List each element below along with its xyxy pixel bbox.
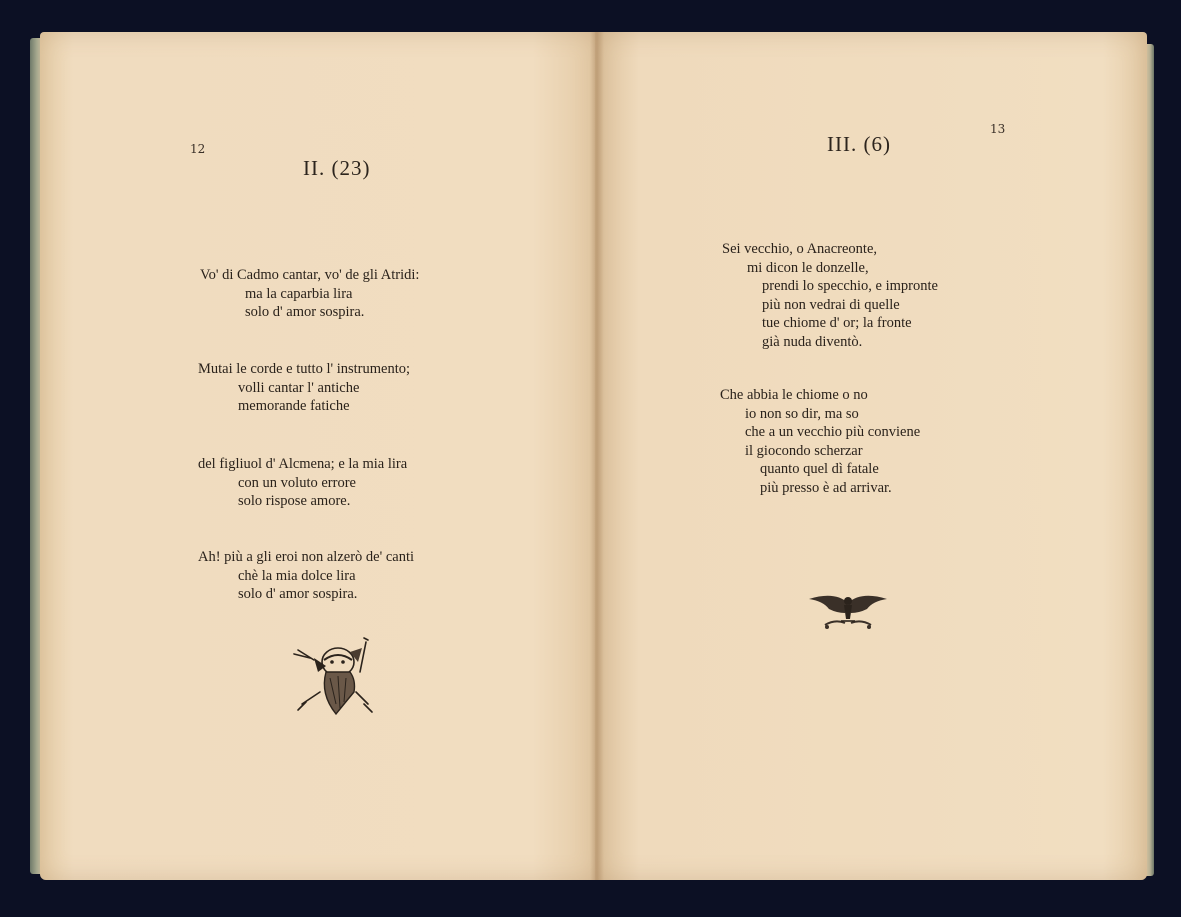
verse-line: memorande fatiche <box>238 398 350 415</box>
verse-line: volli cantar l' antiche <box>238 379 360 396</box>
bearded-figure-woodcut-icon <box>280 632 390 724</box>
verse-line: già nuda diventò. <box>762 333 863 350</box>
verse-line: ma la caparbia lira <box>245 285 353 302</box>
verse-line: Mutai le corde e tutto l' instrumento; <box>198 361 411 377</box>
verse-line: mi dicon le donzelle, <box>747 259 869 276</box>
verse-line: Vo' di Cadmo cantar, vo' de gli Atridi: <box>200 267 420 283</box>
left-stanza-2 <box>198 360 410 416</box>
verse-line: solo rispose amore. <box>238 493 351 510</box>
left-page-heading: II. (23) <box>303 156 371 180</box>
verse-line: prendi lo specchio, e impronte <box>762 278 938 295</box>
verse-line: del figliuol d' Alcmena; e la mia lira <box>198 456 408 472</box>
verse-line: Ah! più a gli eroi non alzerò de' canti <box>198 549 415 565</box>
left-stanza-3 <box>198 455 407 511</box>
verse-line: Sei vecchio, o Anacreonte, <box>722 241 878 257</box>
verse-line: tue chiome d' or; la fronte <box>762 315 912 332</box>
open-book <box>30 26 1154 886</box>
eagle-woodcut-icon <box>805 587 891 633</box>
left-page-number: 12 <box>190 142 206 156</box>
verse-line: solo d' amor sospira. <box>238 586 358 603</box>
verse-line: chè la mia dolce lira <box>238 567 356 584</box>
verse-line: quanto quel dì fatale <box>760 461 879 478</box>
right-stanza-1 <box>722 240 938 352</box>
right-page <box>595 32 1147 880</box>
right-page-number: 13 <box>990 122 1006 136</box>
right-stanza-2 <box>720 386 920 498</box>
verse-line: solo d' amor sospira. <box>245 304 365 321</box>
verse-line: con un voluto errore <box>238 474 356 491</box>
verse-line: che a un vecchio più conviene <box>745 424 921 441</box>
verse-line: Che abbia le chiome o no <box>720 387 868 403</box>
left-stanza-4 <box>198 548 414 604</box>
verse-line: io non so dir, ma so <box>745 405 859 422</box>
verse-line: il giocondo scherzar <box>745 442 863 459</box>
verse-line: più presso è ad arrivar. <box>760 479 892 496</box>
left-stanza-1 <box>200 266 419 322</box>
verse-line: più non vedrai di quelle <box>762 296 900 313</box>
right-page-heading: III. (6) <box>827 132 891 156</box>
book-gutter <box>590 32 604 880</box>
left-page <box>40 32 600 880</box>
